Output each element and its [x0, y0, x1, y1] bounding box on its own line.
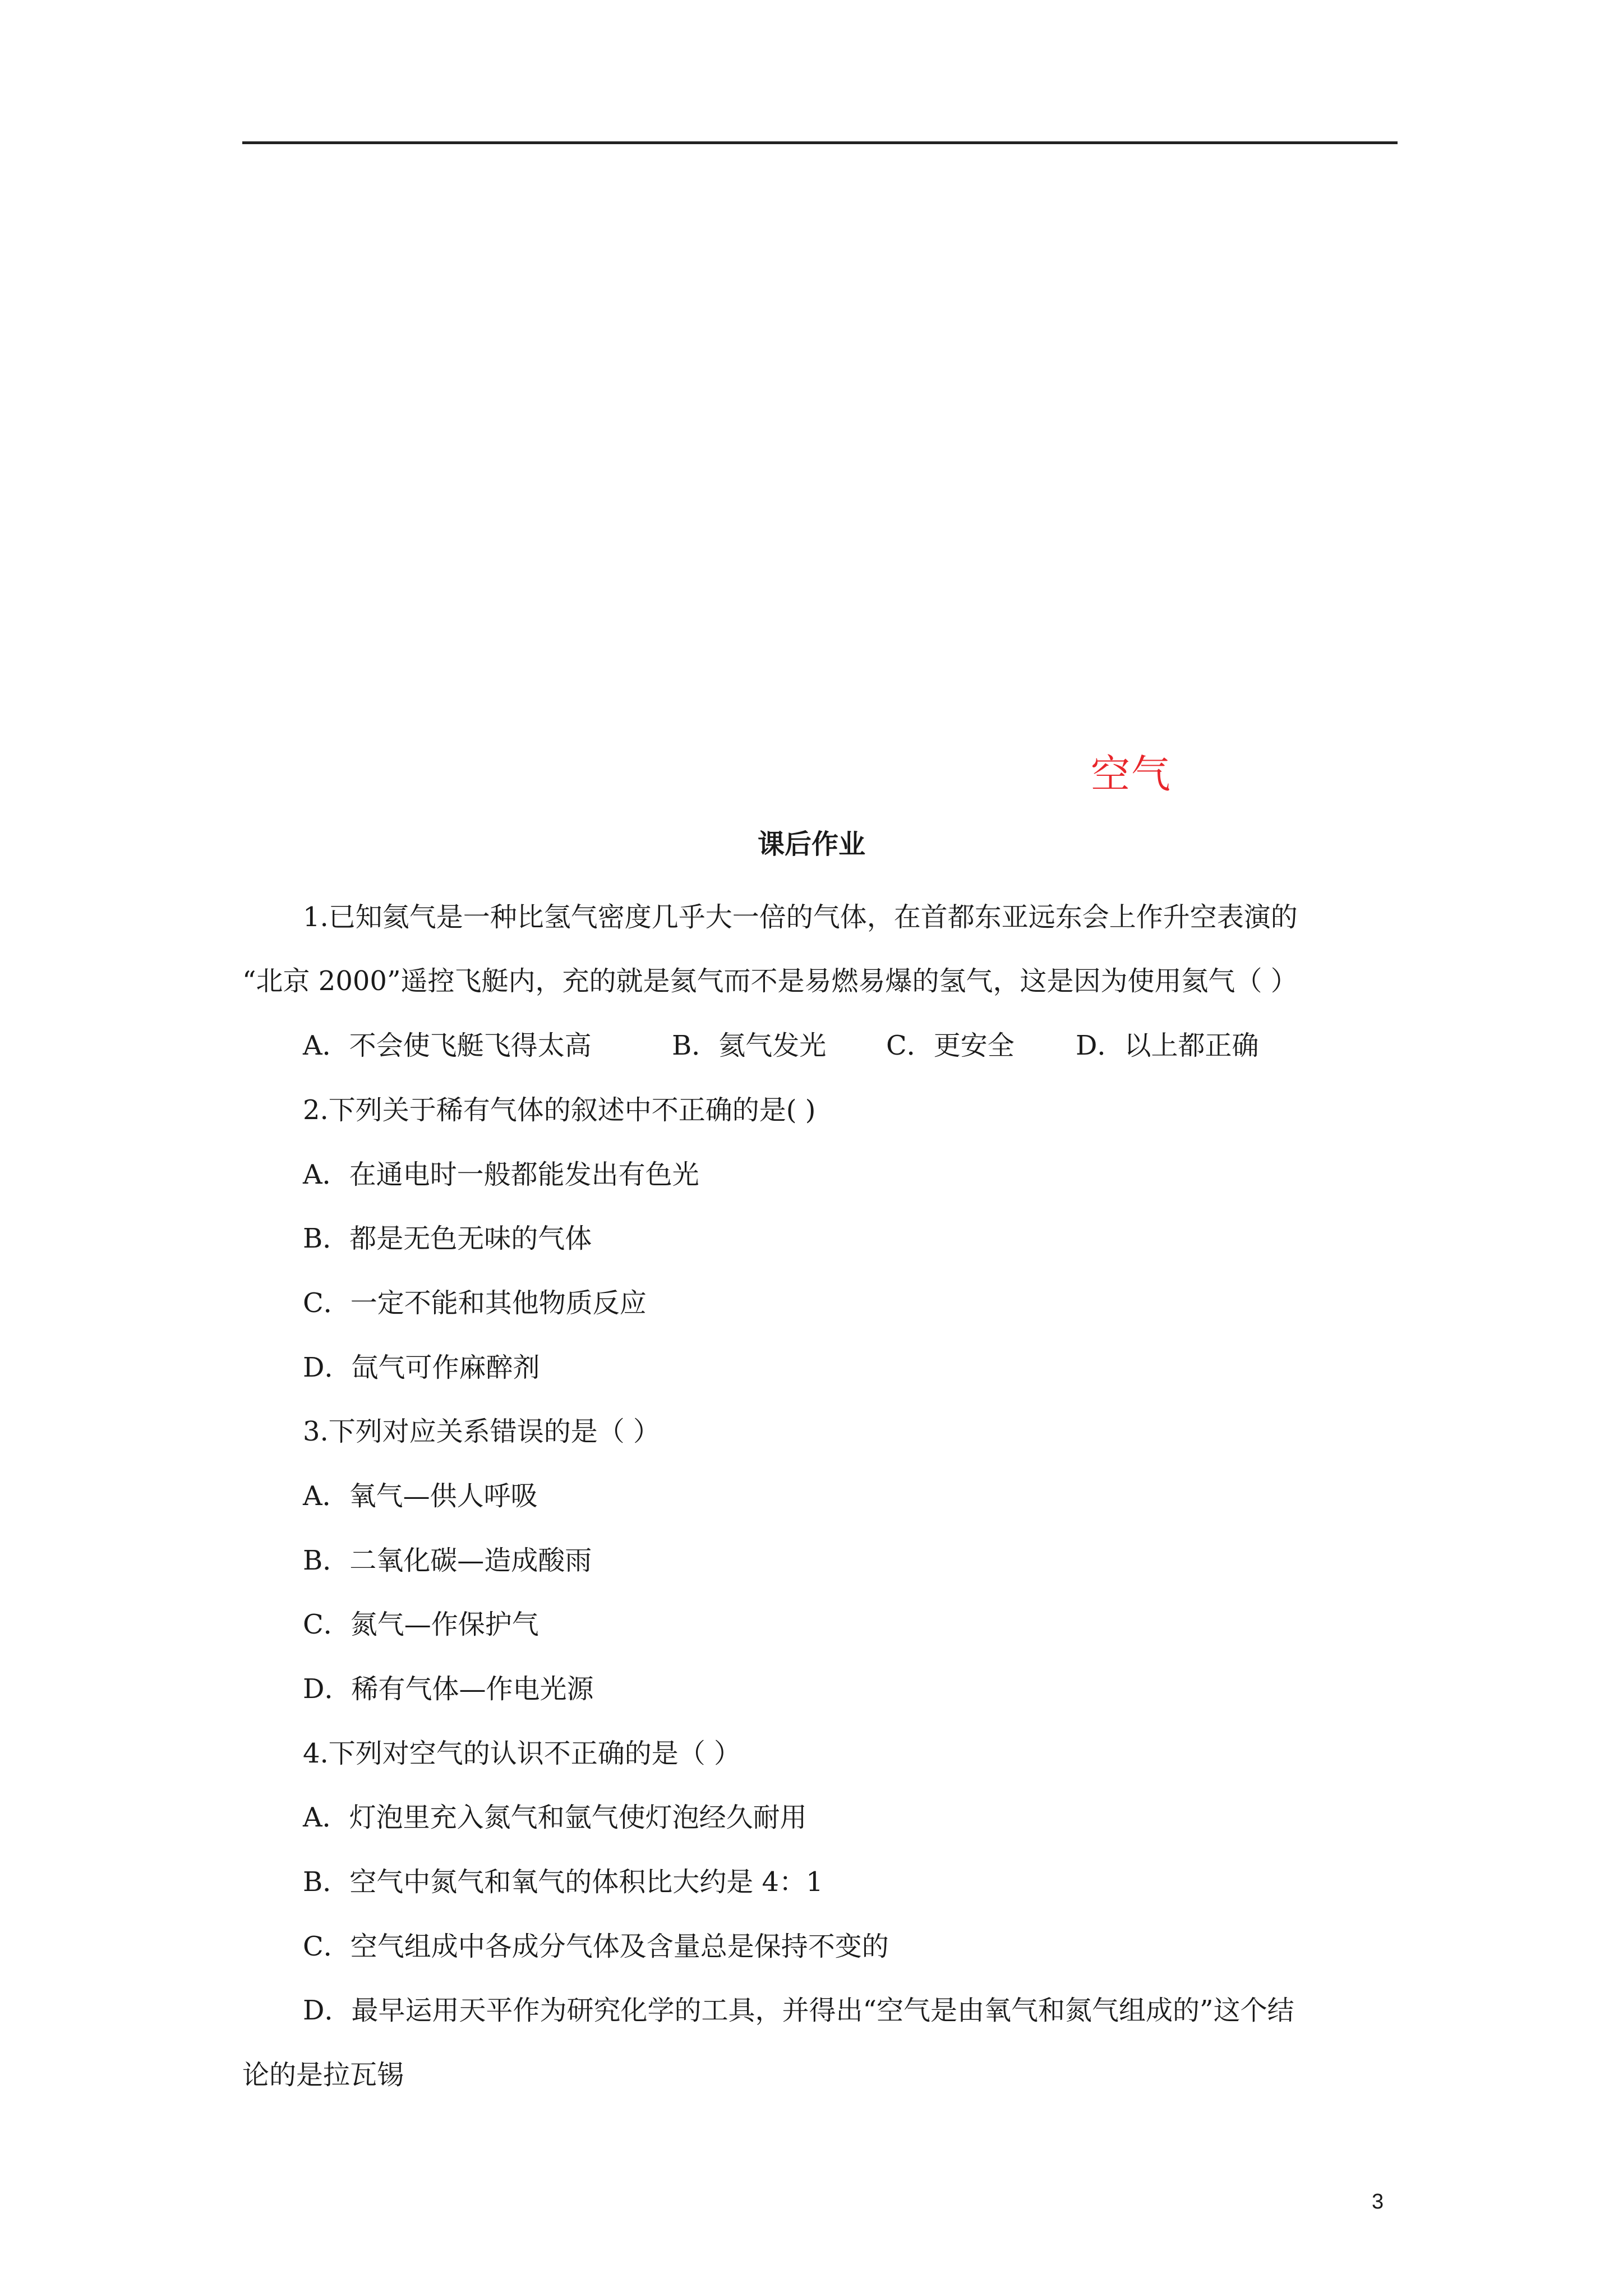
- question-2-option-a: A．在通电时一般都能发出有色光: [303, 1159, 699, 1190]
- question-4-option-b: B．空气中氮气和氧气的体积比大约是 4：1: [303, 1866, 823, 1898]
- question-3-option-d: D．稀有气体—作电光源: [303, 1673, 594, 1705]
- question-1-stem-line-2: “北京 2000”遥控飞艇内，充的就是氦气而不是易燃易爆的氢气，这是因为使用氦气（ ）: [242, 965, 1298, 997]
- question-1-option-c: C．更安全: [886, 1030, 1015, 1061]
- question-3-stem: 3.下列对应关系错误的是（ ）: [303, 1416, 661, 1447]
- question-2-option-b: B．都是无色无味的气体: [303, 1223, 592, 1254]
- question-1-option-b: B．氦气发光: [672, 1030, 827, 1061]
- section-subtitle: 课后作业: [757, 829, 865, 860]
- question-2-stem: 2.下列关于稀有气体的叙述中不正确的是( ): [303, 1094, 816, 1126]
- question-4-stem: 4.下列对空气的认识不正确的是（ ）: [303, 1738, 741, 1769]
- question-2-option-d: D．氙气可作麻醉剂: [303, 1352, 540, 1383]
- question-1-option-d: D．以上都正确: [1076, 1030, 1259, 1061]
- question-4-option-d-line-2: 论的是拉瓦锡: [242, 2059, 404, 2091]
- question-1-stem-line-1: 1.已知氦气是一种比氢气密度几乎大一倍的气体，在首都东亚远东会上作升空表演的: [303, 901, 1298, 933]
- page-number: 3: [1372, 2190, 1384, 2214]
- question-1-option-a: A．不会使飞艇飞得太高: [303, 1030, 592, 1061]
- header-rule: [242, 141, 1398, 144]
- question-3-option-c: C．氮气—作保护气: [303, 1609, 539, 1640]
- page-title: 空气: [1091, 751, 1172, 797]
- question-3-option-b: B．二氧化碳—造成酸雨: [303, 1545, 592, 1576]
- question-2-option-c: C．一定不能和其他物质反应: [303, 1287, 647, 1319]
- question-4-option-a: A．灯泡里充入氮气和氩气使灯泡经久耐用: [303, 1802, 807, 1833]
- question-4-option-c: C．空气组成中各成分气体及含量总是保持不变的: [303, 1931, 889, 1962]
- question-3-option-a: A．氧气—供人呼吸: [303, 1480, 538, 1512]
- question-4-option-d-line-1: D．最早运用天平作为研究化学的工具，并得出“空气是由氧气和氮气组成的”这个结: [303, 1995, 1294, 2026]
